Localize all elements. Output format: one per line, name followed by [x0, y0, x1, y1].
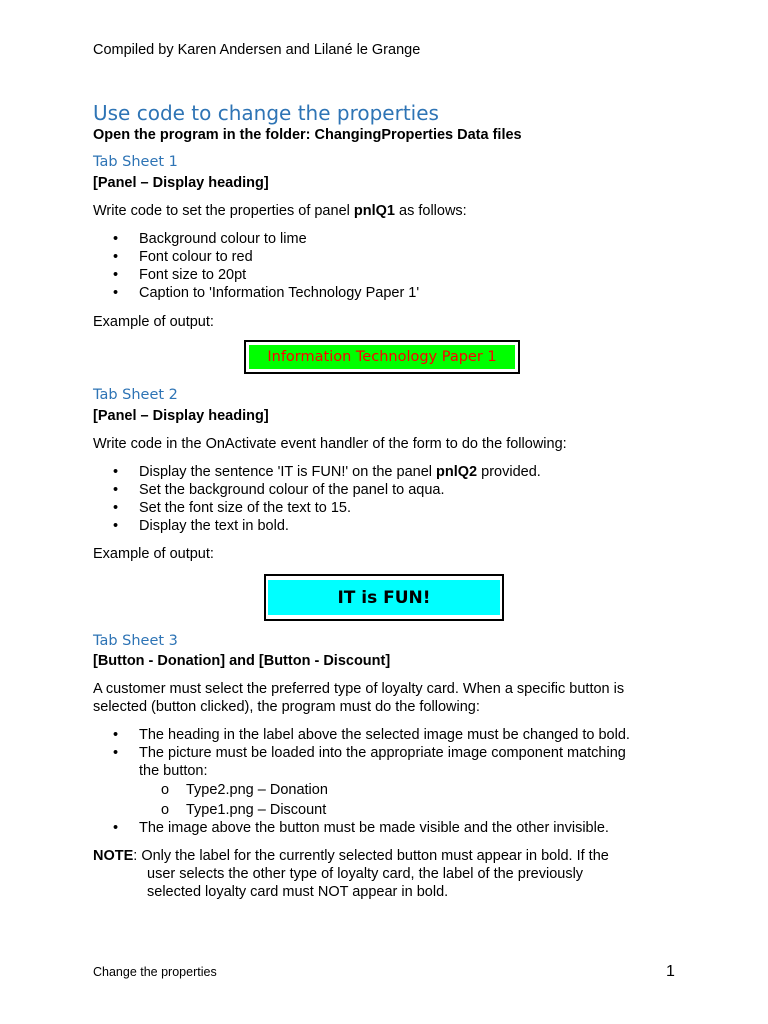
note-line: [93, 847, 683, 865]
page-footer: Change the properties: [93, 965, 217, 979]
note-text: : Only the label for the currently selected button must appear in bold. If the: [133, 848, 609, 864]
bullet-line: the button:: [139, 763, 208, 779]
panel1-caption: Information Technology Paper 1: [249, 345, 515, 369]
list-item: • Background colour to lime: [93, 230, 683, 248]
sub-list-item: o Type1.png – Discount: [93, 800, 683, 820]
bullet-text-end: provided.: [477, 464, 541, 480]
tab1-heading: Tab Sheet 1: [93, 154, 178, 170]
list-item: • The heading in the label above the selected image must be changed to bold.: [93, 726, 683, 744]
tab2-example-label: Example of output:: [93, 546, 214, 562]
tab1-instruction-text: Write code to set the properties of panel: [93, 203, 354, 219]
bullet-line: • The picture must be loaded into the appropriate image component matching: [139, 745, 626, 761]
note-label: NOTE: [93, 848, 134, 864]
tab2-panel-name: pnlQ2: [436, 464, 478, 480]
tab1-bullet-list: [93, 230, 683, 302]
intro-text: Open the program in the folder: ChangingProperties Data files: [93, 127, 522, 143]
list-item: [93, 744, 683, 780]
list-item: • Display the text in bold.: [93, 517, 683, 535]
example-panel-pnlq2: [264, 574, 504, 621]
list-item: • Font size to 20pt: [93, 266, 683, 284]
tab1-instruction: [93, 202, 467, 220]
tab2-subheading: [Panel – Display heading]: [93, 408, 269, 424]
tab1-example-label: Example of output:: [93, 314, 214, 330]
panel2-caption: IT is FUN!: [268, 580, 500, 615]
tab1-instruction-end: as follows:: [394, 203, 467, 219]
tab3-bullet-list: [93, 726, 683, 780]
page-header: Compiled by Karen Andersen and Lilané le Grange: [93, 42, 421, 58]
tab3-bullet-list-cont: [93, 819, 683, 837]
sub-list-item: o Type2.png – Donation: [93, 780, 683, 800]
page-number: 1: [666, 963, 675, 980]
tab3-subheading: [Button - Donation] and [Button - Discount]: [93, 653, 391, 669]
list-item: • The image above the button must be made visible and the other invisible.: [93, 819, 683, 837]
tab3-paragraph: [93, 680, 683, 716]
list-item: • Set the background colour of the panel to aqua.: [93, 481, 683, 499]
note-line: user selects the other type of loyalty card, the label of the previously: [147, 866, 584, 882]
page-title: Use code to change the properties: [93, 101, 439, 125]
note-block: [93, 847, 683, 901]
list-item: • Font colour to red: [93, 248, 683, 266]
bullet-text: Display the sentence 'IT is FUN!' on the panel: [139, 464, 437, 480]
list-item: • Caption to 'Information Technology Paper 1': [93, 284, 683, 302]
note-line: selected loyalty card must NOT appear in bold.: [147, 884, 449, 900]
tab3-heading: Tab Sheet 3: [93, 633, 178, 649]
example-panel-pnlq1: [244, 340, 520, 374]
tab2-bullet-list: [93, 463, 683, 535]
list-item: [93, 463, 683, 481]
tab2-instruction: Write code in the OnActivate event handler of the form to do the following:: [93, 436, 567, 452]
tab3-sub-bullet-list: [93, 780, 683, 820]
paragraph-line: A customer must select the preferred type of loyalty card. When a specific button is: [93, 681, 625, 697]
tab1-panel-name: pnlQ1: [353, 203, 395, 219]
tab1-subheading: [Panel – Display heading]: [93, 175, 269, 191]
tab2-heading: Tab Sheet 2: [93, 387, 178, 403]
paragraph-line: selected (button clicked), the program must do the following:: [93, 699, 480, 715]
list-item: • Set the font size of the text to 15.: [93, 499, 683, 517]
